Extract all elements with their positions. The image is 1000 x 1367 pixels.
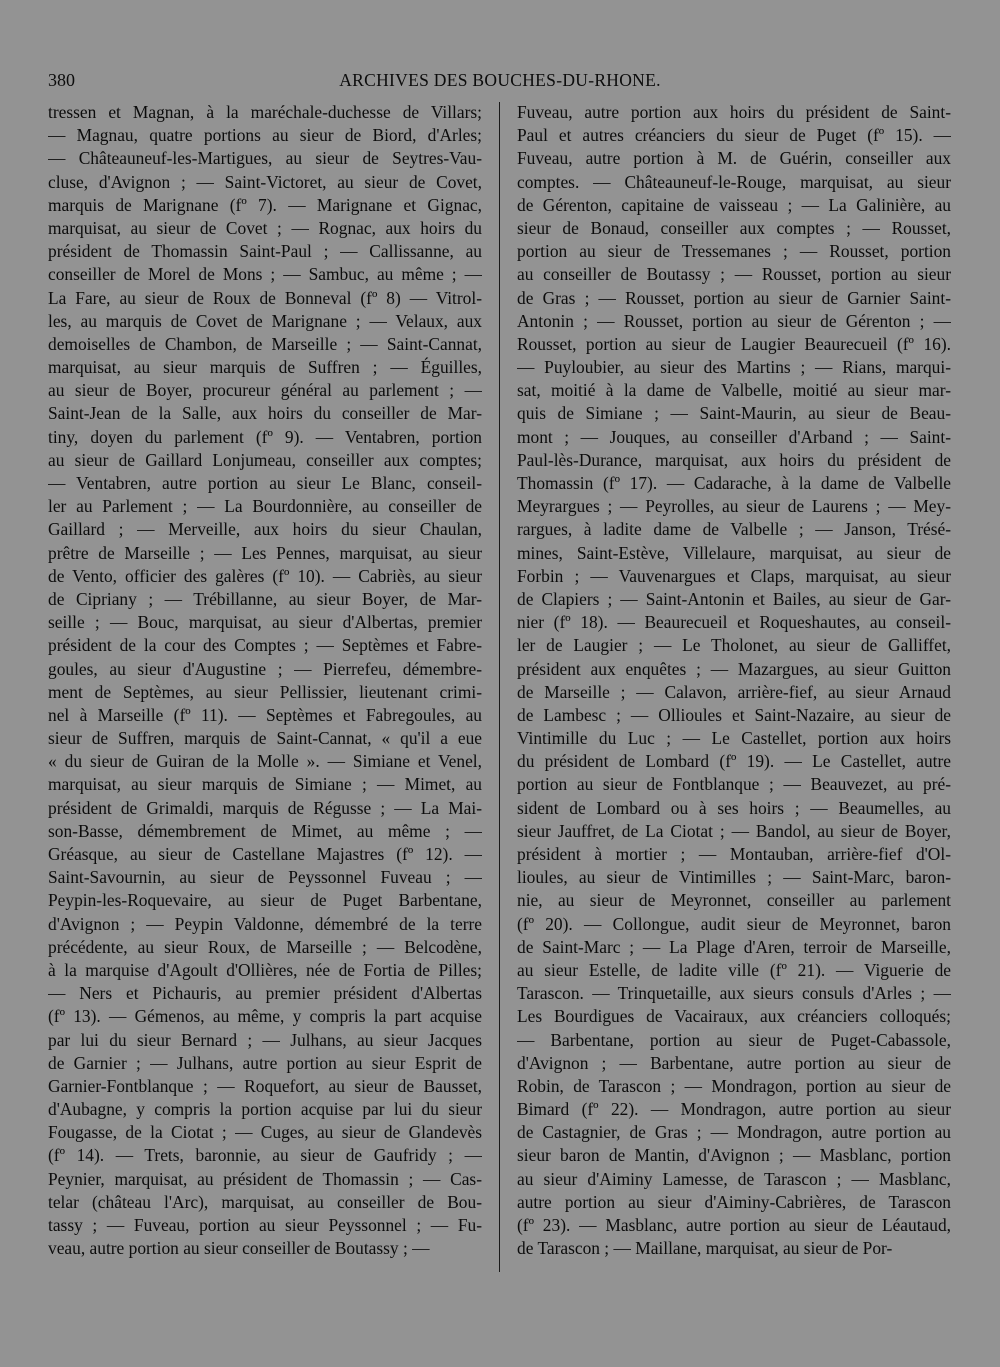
text-line: de Marseille ; — Calavon, arrière-fief, au sieur Arnaud — [517, 681, 951, 702]
text-line: Les Bourdigues de Vacairaux, aux créanciers colloqués; — [517, 1006, 951, 1027]
text-line: Forbin ; — Vauvenargues et Claps, marquisat, au sieur — [517, 565, 951, 586]
text-line: de Gérenton, capitaine de vaisseau ; — La Galinière, au — [517, 194, 951, 215]
text-line: du président de Lombard (fº 19). — Le Castellet, autre — [517, 751, 951, 772]
text-line: de Cipriany ; — Trébillanne, au sieur Boyer, de Mar- — [48, 588, 482, 609]
page-header — [48, 70, 952, 100]
text-line: Rousset, portion au sieur de Laugier Beaurecueil (fº 16). — [517, 333, 951, 354]
text-line: ler de Laugier ; — Le Tholonet, au sieur de Galliffet, — [517, 635, 951, 656]
text-line: Antonin ; — Rousset, portion au sieur de Gérenton ; — — [517, 310, 951, 331]
text-line: Vintimille du Luc ; — Le Castellet, portion aux hoirs — [517, 728, 951, 749]
text-line: de Garnier ; — Julhans, autre portion au sieur Esprit de — [48, 1052, 482, 1073]
text-line: au conseiller de Boutassy ; — Rousset, portion au sieur — [517, 264, 951, 285]
text-line: « du sieur de Guiran de la Molle ». — Simiane et Venel, — [48, 751, 482, 772]
text-line: d'Avignon ; — Peypin Valdonne, démembré de la terre — [48, 913, 482, 934]
text-line: — Magnau, quatre portions au sieur de Biord, d'Arles; — [48, 125, 482, 146]
text-line: tassy ; — Fuveau, portion au sieur Peyssonnel ; — Fu- — [48, 1215, 482, 1235]
text-line: lioules, au sieur de Vintimilles ; — Saint-Marc, baron- — [517, 867, 951, 888]
text-line: portion au sieur de Tressemanes ; — Rousset, portion — [517, 241, 951, 262]
text-line: Gaillard ; — Merveille, aux hoirs du sieur Chaulan, — [48, 519, 482, 540]
text-line: ment de Septèmes, au sieur Pellissier, lieutenant crimi- — [48, 681, 482, 702]
text-line: au sieur d'Aiminy Lamesse, de Tarascon ; — Masblanc, — [517, 1168, 951, 1189]
text-line: (fº 13). — Gémenos, au même, y compris la part acquise — [48, 1006, 482, 1027]
text-line: demoiselles de Chambon, de Marseille ; — Saint-Cannat, — [48, 333, 482, 354]
left-text-column — [48, 101, 482, 1260]
text-line: à la marquise d'Agoult d'Ollières, née de Fortia de Pilles; — [48, 959, 482, 980]
text-line: nel à Marseille (fº 11). — Septèmes et Fabregoules, au — [48, 704, 482, 725]
text-line: Meyrargues ; — Peyrolles, au sieur de Laurens ; — Mey- — [517, 496, 951, 517]
text-line: sident de Lombard ou à ses hoirs ; — Beaumelles, au — [517, 797, 951, 818]
text-line: sieur de Suffren, marquis de Saint-Cannat, « qu'il a eue — [48, 728, 482, 749]
text-line: marquisat, au sieur de Covet ; — Rognac, aux hoirs du — [48, 217, 482, 238]
text-line: rargues, à ladite dame de Valbelle ; — Janson, Trésé- — [517, 519, 951, 540]
text-line: — Ventabren, autre portion au sieur Le Blanc, conseil- — [48, 473, 482, 493]
text-line: mont ; — Jouques, au conseiller d'Arband ; — Saint- — [517, 426, 951, 447]
text-line: Peynier, marquisat, au président de Thomassin ; — Cas- — [48, 1168, 482, 1189]
text-line: veau, autre portion au sieur conseiller de Boutassy ; — — [48, 1238, 430, 1259]
text-line: goules, au sieur d'Augustine ; — Pierrefeu, démembre- — [48, 658, 482, 679]
text-line: Saint-Savournin, au sieur de Peyssonnel Fuveau ; — — [48, 867, 482, 888]
text-line: d'Avignon ; — Barbentane, autre portion au sieur de — [517, 1052, 951, 1073]
text-line: (fº 20). — Collongue, audit sieur de Meyronnet, baron — [517, 913, 951, 934]
text-line: — Puyloubier, au sieur des Martins ; — Rians, marqui- — [517, 357, 951, 378]
text-line: de Saint-Marc ; — La Plage d'Aren, terroir de Marseille, — [517, 936, 951, 957]
text-line: quis de Simiane ; — Saint-Maurin, au sieur de Beau- — [517, 403, 951, 424]
text-line: au sieur Estelle, de ladite ville (fº 21). — Viguerie de — [517, 959, 951, 980]
text-line: Fougasse, de la Ciotat ; — Cuges, au sieur de Glandevès — [48, 1122, 482, 1143]
text-line: Robin, de Tarascon ; — Mondragon, portion au sieur de — [517, 1075, 951, 1096]
text-line: d'Aubagne, y compris la portion acquise par lui du sieur — [48, 1099, 482, 1120]
right-text-column — [517, 101, 951, 1260]
text-line: Gréasque, au sieur de Castellane Majastres (fº 12). — — [48, 844, 482, 864]
text-line: au sieur de Boyer, procureur général au parlement ; — — [48, 380, 482, 401]
text-line: Garnier-Fontblanque ; — Roquefort, au sieur de Bausset, — [48, 1075, 482, 1096]
running-title: ARCHIVES DES BOUCHES-DU-RHONE. — [339, 70, 661, 90]
text-line: prêtre de Marseille ; — Les Pennes, marquisat, au sieur — [48, 542, 482, 563]
text-line: Paul et autres créanciers du sieur de Puget (fº 15). — — [517, 125, 951, 146]
text-line: portion au sieur de Fontblanque ; — Beauvezet, au pré- — [517, 774, 951, 795]
text-line: Bimard (fº 22). — Mondragon, autre portion au sieur — [517, 1099, 951, 1120]
text-line: (fº 23). — Masblanc, autre portion au sieur de Léautaud, — [517, 1215, 951, 1235]
text-line: de Vento, officier des galères (fº 10). — Cabriès, au sieur — [48, 565, 482, 586]
text-line: — Barbentane, portion au sieur de Puget-Cabassole, — [517, 1029, 951, 1050]
text-line: de Clapiers ; — Saint-Antonin et Bailes, au sieur de Gar- — [517, 588, 951, 609]
text-line: conseiller de Morel de Mons ; — Sambuc, au même ; — — [48, 264, 482, 285]
text-line: de Castagnier, de Gras ; — Mondragon, autre portion au — [517, 1122, 951, 1143]
text-line: président aux enquêtes ; — Mazargues, au sieur Guitton — [517, 658, 951, 679]
text-line: ler au Parlement ; — La Bourdonnière, au conseiller de — [48, 496, 482, 517]
text-line: tressen et Magnan, à la maréchale-duchesse de Villars; — [48, 102, 482, 122]
text-line: — Châteauneuf-les-Martigues, au sieur de Seytres-Vau- — [48, 148, 482, 169]
text-line: Fuveau, autre portion aux hoirs du président de Saint- — [517, 102, 951, 122]
text-line: comptes. — Châteauneuf-le-Rouge, marquisat, au sieur — [517, 171, 951, 192]
text-line: de Gras ; — Rousset, portion au sieur de Garnier Saint- — [517, 287, 951, 308]
text-line: tiny, doyen du parlement (fº 9). — Ventabren, portion — [48, 426, 482, 447]
text-line: (fº 14). — Trets, baronnie, au sieur de Gaufridy ; — — [48, 1145, 482, 1166]
text-line: président à mortier ; — Montauban, arrière-fief d'Ol- — [517, 844, 951, 864]
text-line: sat, moitié à la dame de Valbelle, moitié au sieur mar- — [517, 380, 951, 401]
text-line: au sieur de Gaillard Lonjumeau, conseiller aux comptes; — [48, 449, 482, 470]
text-line: marquisat, au sieur marquis de Suffren ; — Éguilles, — [48, 357, 482, 378]
text-line: de Lambesc ; — Ollioules et Saint-Nazaire, au sieur de — [517, 704, 951, 725]
text-line: président de la cour des Comptes ; — Septèmes et Fabre- — [48, 635, 482, 656]
text-line: mines, Saint-Estève, Villelaure, marquisat, au sieur de — [517, 542, 951, 563]
text-line: de Tarascon ; — Maillane, marquisat, au sieur de Por- — [517, 1238, 893, 1259]
text-line: Thomassin (fº 17). — Cadarache, à la dame de Valbelle — [517, 473, 951, 493]
text-line: La Fare, au sieur de Roux de Bonneval (fº 8) — Vitrol- — [48, 287, 482, 308]
column-divider — [499, 102, 500, 1272]
text-line: président de Grimaldi, marquis de Régusse ; — La Mai- — [48, 797, 482, 818]
text-line: marquisat, au sieur marquis de Simiane ; — Mimet, au — [48, 774, 482, 795]
text-line: telar (château l'Arc), marquisat, au conseiller de Bou- — [48, 1191, 482, 1212]
text-line: président de Thomassin Saint-Paul ; — Callissanne, au — [48, 241, 482, 262]
text-line: autre portion au sieur d'Aiminy-Cabrières, de Tarascon — [517, 1191, 951, 1212]
text-line: Tarascon. — Trinquetaille, aux sieurs consuls d'Arles ; — — [517, 983, 951, 1004]
text-line: Fuveau, autre portion à M. de Guérin, conseiller aux — [517, 148, 951, 169]
text-line: seille ; — Bouc, marquisat, au sieur d'Albertas, premier — [48, 612, 482, 633]
text-line: — Ners et Pichauris, au premier président d'Albertas — [48, 983, 482, 1004]
text-line: Saint-Jean de la Salle, aux hoirs du conseiller de Mar- — [48, 403, 482, 424]
text-line: les, au marquis de Covet de Marignane ; — Velaux, aux — [48, 310, 482, 331]
text-line: Peypin-les-Roquevaire, au sieur de Puget Barbentane, — [48, 890, 482, 911]
text-line: nie, au sieur de Meyronnet, conseiller au parlement — [517, 890, 951, 911]
text-line: précédente, au sieur Roux, de Marseille ; — Belcodène, — [48, 936, 482, 957]
page-number: 380 — [48, 70, 75, 90]
text-line: sieur Jauffret, de La Ciotat ; — Bandol, au sieur de Boyer, — [517, 820, 951, 841]
text-line: sieur de Bonaud, conseiller aux comptes ; — Rousset, — [517, 217, 951, 238]
text-line: son-Basse, démembrement de Mimet, au même ; — — [48, 820, 482, 841]
text-line: par lui du sieur Bernard ; — Julhans, au sieur Jacques — [48, 1029, 482, 1050]
text-line: nier (fº 18). — Beaurecueil et Roqueshautes, au conseil- — [517, 612, 951, 633]
text-line: Paul-lès-Durance, marquisat, aux hoirs du président de — [517, 449, 951, 470]
text-line: cluse, d'Avignon ; — Saint-Victoret, au sieur de Covet, — [48, 171, 482, 192]
text-line: marquis de Marignane (fº 7). — Marignane et Gignac, — [48, 194, 482, 215]
text-line: sieur baron de Mantin, d'Avignon ; — Masblanc, portion — [517, 1145, 951, 1166]
